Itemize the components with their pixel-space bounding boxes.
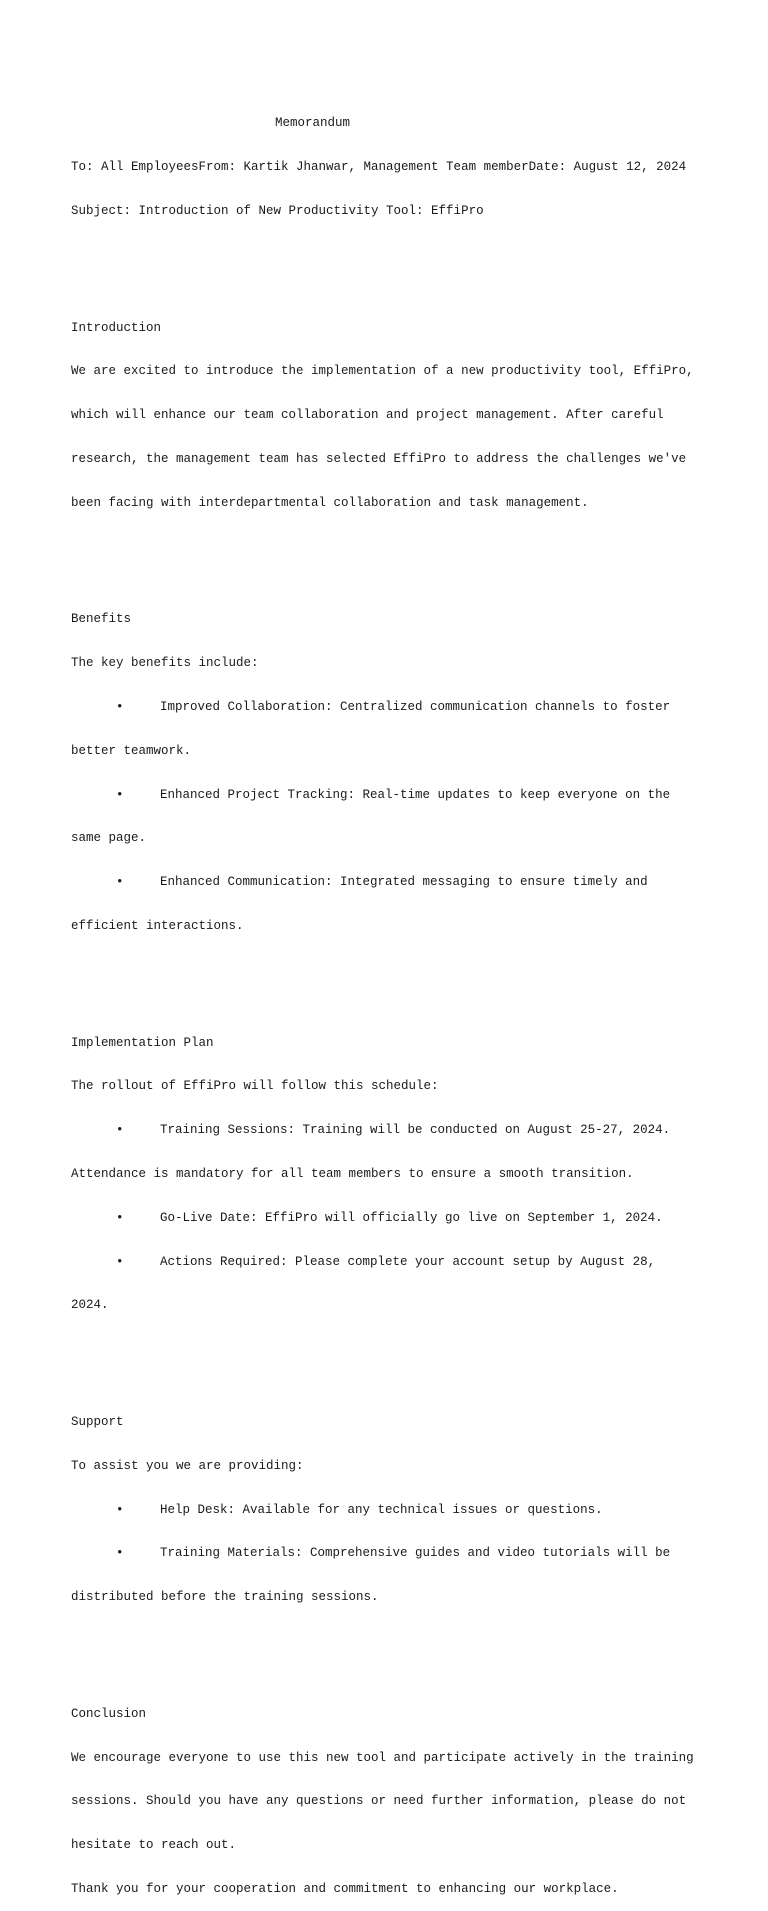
section-heading-introduction: Introduction: [71, 320, 162, 335]
list-item-text: Enhanced Communication: Integrated messaging to ensure timely and: [160, 875, 648, 890]
conclusion-line: We encourage everyone to use this new tool and participate actively in the training: [71, 1750, 694, 1765]
list-item: [71, 1546, 711, 1561]
list-item-text: Training Materials: Comprehensive guides and video tutorials will be: [160, 1546, 671, 1561]
spacer: [71, 539, 711, 554]
introduction-line: We are excited to introduce the implementation of a new productivity tool, EffiPro,: [71, 364, 694, 379]
list-item-text: Improved Collaboration: Centralized communication channels to foster: [160, 699, 671, 714]
bullet-icon: •: [116, 1210, 124, 1225]
section-heading-conclusion: Conclusion: [71, 1706, 147, 1721]
memo-subject-line: Subject: Introduction of New Productivity Tool: EffiPro: [71, 203, 484, 218]
spacer: [71, 1634, 711, 1649]
introduction-line: research, the management team has selected EffiPro to address the challenges we've: [71, 451, 687, 466]
introduction-line: which will enhance our team collaboration and project management. After careful: [71, 408, 664, 423]
bullet-icon: •: [116, 1546, 124, 1561]
bullet-icon: •: [116, 787, 124, 802]
list-item: [71, 875, 711, 890]
implementation-intro: The rollout of EffiPro will follow this schedule:: [71, 1079, 439, 1094]
list-item-text: Go-Live Date: EffiPro will officially go live on September 1, 2024.: [160, 1210, 663, 1225]
list-item: [71, 700, 711, 715]
list-item-continuation: Attendance is mandatory for all team members to ensure a smooth transition.: [71, 1166, 634, 1181]
section-heading-support: Support: [71, 1415, 124, 1430]
support-intro: To assist you we are providing:: [71, 1458, 304, 1473]
section-heading-benefits: Benefits: [71, 612, 132, 627]
list-item-continuation: distributed before the training sessions.: [71, 1590, 379, 1605]
bullet-icon: •: [116, 699, 124, 714]
list-item-text: Enhanced Project Tracking: Real-time updates to keep everyone on the: [160, 787, 671, 802]
conclusion-line: hesitate to reach out.: [71, 1838, 237, 1853]
memo-title: Memorandum: [275, 116, 351, 131]
bullet-icon: •: [116, 1254, 124, 1269]
section-heading-implementation: Implementation Plan: [71, 1035, 214, 1050]
list-item-continuation: same page.: [71, 831, 147, 846]
list-item-continuation: better teamwork.: [71, 743, 192, 758]
benefits-intro: The key benefits include:: [71, 656, 259, 671]
list-item: [71, 1503, 711, 1518]
introduction-line: been facing with interdepartmental collaboration and task management.: [71, 495, 589, 510]
spacer: [71, 963, 711, 978]
conclusion-line: sessions. Should you have any questions or need further information, please do not: [71, 1794, 687, 1809]
list-item-continuation: 2024.: [71, 1298, 109, 1313]
list-item: [71, 1211, 711, 1226]
bullet-icon: •: [116, 1502, 124, 1517]
memo-header-line: To: All EmployeesFrom: Kartik Jhanwar, Management Team memberDate: August 12, 2024: [71, 159, 687, 174]
conclusion-line: Thank you for your cooperation and commitment to enhancing our workplace.: [71, 1882, 619, 1897]
list-item-text: Training Sessions: Training will be conducted on August 25-27, 2024.: [160, 1123, 671, 1138]
list-item: [71, 1255, 711, 1270]
bullet-icon: •: [116, 875, 124, 890]
list-item-text: Actions Required: Please complete your account setup by August 28,: [160, 1254, 656, 1269]
list-item: [71, 788, 711, 803]
memo-document: [71, 87, 711, 1911]
bullet-icon: •: [116, 1123, 124, 1138]
list-item: [71, 1123, 711, 1138]
spacer: [71, 248, 711, 263]
list-item-text: Help Desk: Available for any technical issues or questions.: [160, 1502, 603, 1517]
spacer: [71, 1342, 711, 1357]
list-item-continuation: efficient interactions.: [71, 918, 244, 933]
